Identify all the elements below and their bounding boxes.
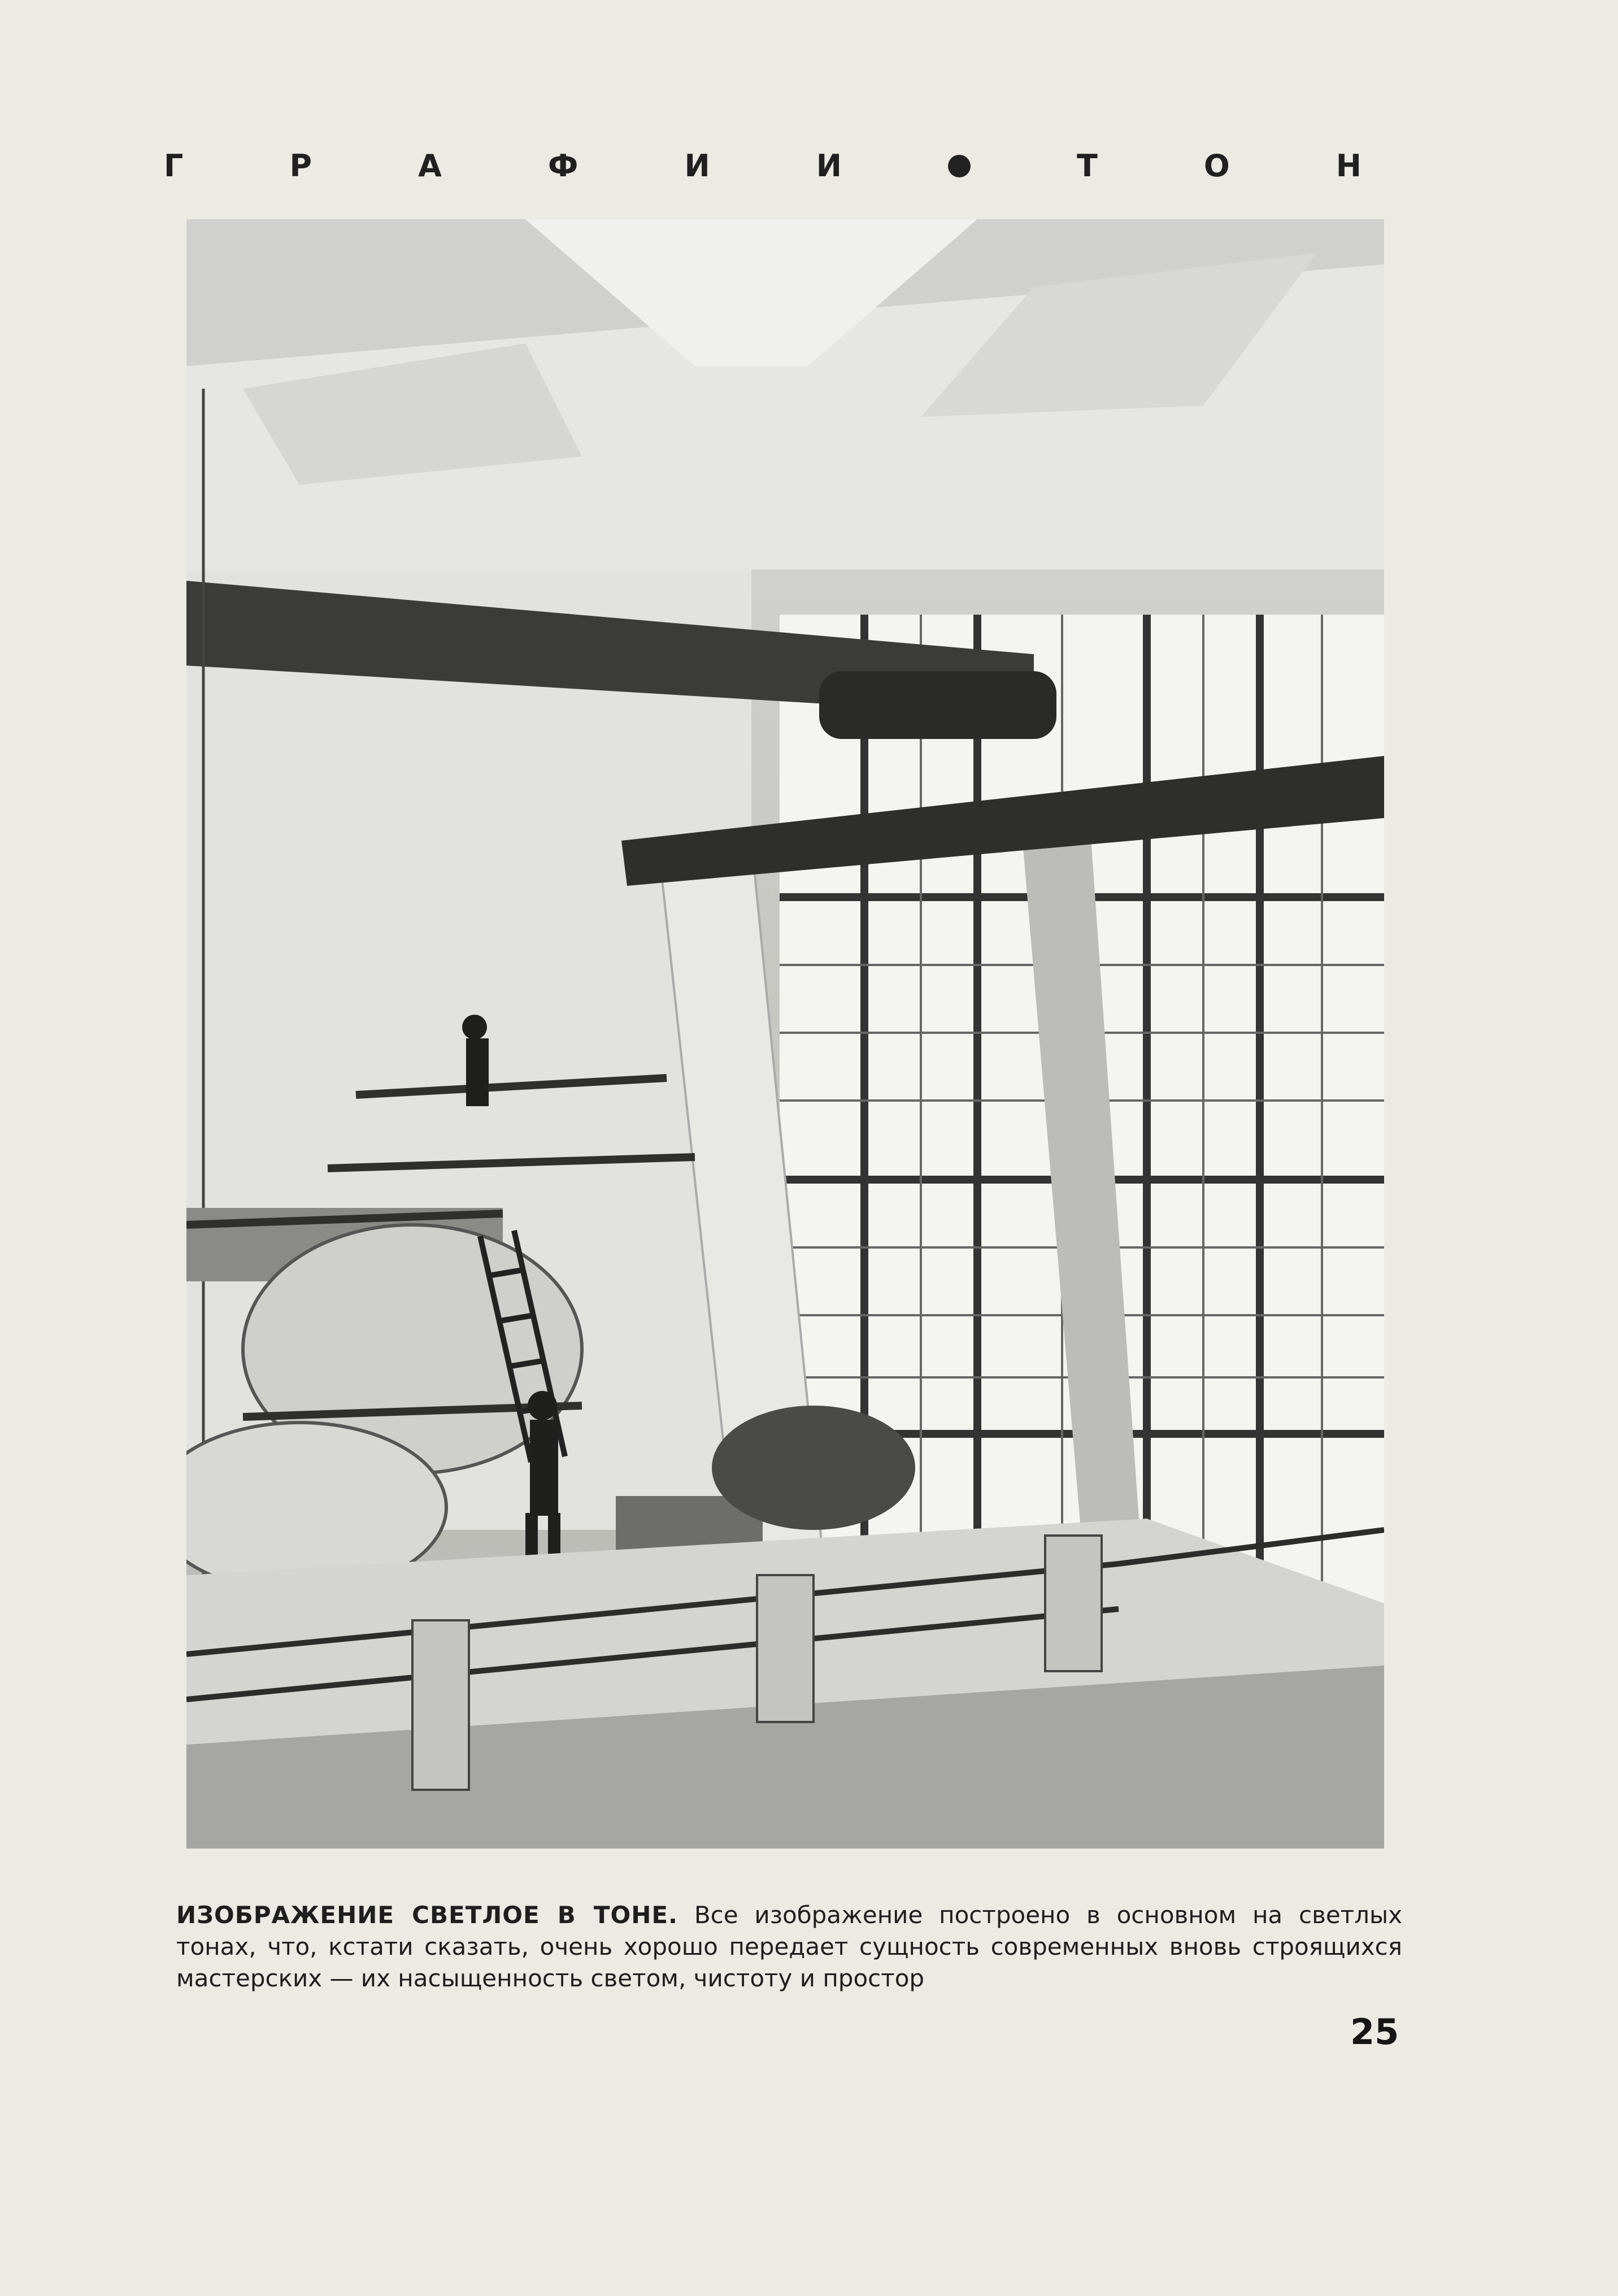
header-letter: Н — [1336, 148, 1362, 184]
header-letter: Т — [1076, 148, 1098, 184]
bullet-dot-icon — [948, 155, 971, 177]
worker-figure — [462, 1015, 489, 1106]
header-letter: Ф — [547, 148, 579, 184]
header-letter: И — [684, 148, 710, 184]
running-header — [164, 148, 1362, 184]
header-letter: Р — [289, 148, 312, 184]
motor — [712, 1406, 915, 1530]
header-letter: И — [816, 148, 842, 184]
page-number: 25 — [1350, 2011, 1399, 2053]
crane-trolley — [819, 671, 1056, 739]
header-letter: О — [1203, 148, 1230, 184]
photo-caption — [176, 1899, 1402, 1994]
workshop-photo — [186, 219, 1384, 1849]
caption-body: Все изображение построено в основном на светлых тонах, что, кстати сказать, очень хорошо передает сущность современных вновь строящихся мастерских — их насыщенность светом, чистоту и простор — [176, 1901, 1402, 1992]
header-letter: Г — [164, 148, 184, 184]
caption-lead: ИЗОБРАЖЕНИЕ СВЕТЛОЕ В ТОНЕ. — [176, 1901, 678, 1929]
workshop-illustration — [186, 219, 1384, 1849]
header-letter: А — [418, 148, 442, 184]
